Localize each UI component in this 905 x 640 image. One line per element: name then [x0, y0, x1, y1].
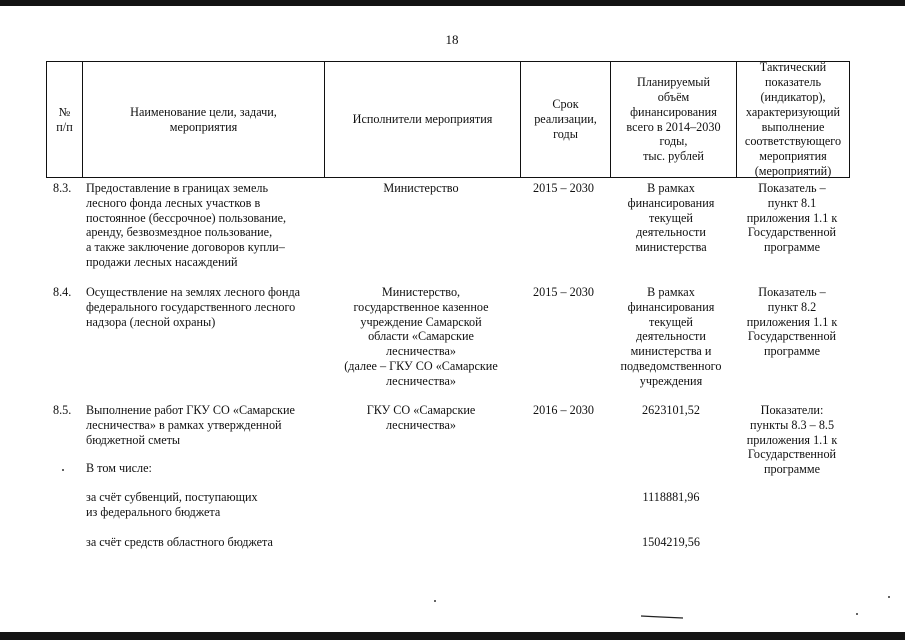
federal-budget-label: за счёт субвенций, поступающих из федерального бюджета: [86, 490, 258, 519]
regional-budget-value: 1504219,56: [642, 535, 700, 549]
regional-budget-label: за счёт средств областного бюджета: [86, 535, 273, 549]
row-executors: ГКУ СО «Самарские лесничества»: [366, 403, 476, 432]
row-executors: Министерство, государственное казенное учреждение Самарской области «Самарские лесничества» (далее – ГКУ СО «Самарские лесничества»: [344, 285, 498, 388]
row-indicator: Показатель – пункт 8.2 приложения 1.1 к Государственной программе: [746, 285, 838, 359]
federal-budget-value: 1118881,96: [642, 490, 700, 504]
bottom-border-bar: [0, 632, 905, 640]
header-term-cell: [521, 61, 610, 178]
header-executors-cell: [325, 61, 520, 178]
row-name: Осуществление на землях лесного фонда федерального государственного лесного надзора (лесной охраны): [86, 285, 301, 329]
header-term: Срок реализации, годы: [534, 97, 597, 141]
header-divider: [849, 61, 850, 178]
row-financing: 2623101,52: [642, 403, 700, 417]
row-number: 8.3.: [53, 181, 72, 195]
row-indicator: Показатели: пункты 8.3 – 8.5 приложения 1.1 к Государственной программе: [746, 403, 838, 477]
pen-stroke-mark: [640, 614, 684, 620]
row-name: Выполнение работ ГКУ СО «Самарские лесничества» в рамках утвержденной бюджетной сметы: [86, 403, 295, 447]
scan-speck: [62, 469, 64, 471]
scan-speck: [888, 596, 890, 598]
row-name: Предоставление в границах земель лесного фонда лесных участков в постоянное (бессрочное) пользование, аренду, безвозмездное пользование, а также заключение договоров купли– продажи лесных насаждений: [86, 181, 287, 269]
row-indicator: Показатель – пункт 8.1 приложения 1.1 к Государственной программе: [746, 181, 838, 255]
header-financing: Планируемый объём финансирования всего в 2014–2030 годы, тыс. рублей: [626, 75, 721, 164]
header-name: Наименование цели, задачи, мероприятия: [130, 104, 277, 134]
including-label: В том числе:: [86, 461, 152, 475]
header-num-cell: [47, 61, 82, 178]
row-term: 2015 – 2030: [533, 285, 594, 299]
header-indicator: Тактический показатель (индикатор), характеризующий выполнение соответствующего мероприятия (мероприятий): [744, 60, 842, 178]
row-number: 8.5.: [53, 403, 72, 417]
row-executors: Министерство: [383, 181, 459, 195]
row-financing: В рамках финансирования текущей деятельности министерства: [627, 181, 715, 255]
scan-speck: [434, 600, 436, 602]
row-number: 8.4.: [53, 285, 72, 299]
header-indicator-cell: [737, 61, 849, 178]
row-financing: В рамках финансирования текущей деятельности министерства и подведомственного учреждения: [620, 285, 722, 388]
row-term: 2015 – 2030: [533, 181, 594, 195]
top-border-bar: [0, 0, 905, 6]
page-number: 18: [445, 32, 459, 47]
header-name-cell: [83, 61, 324, 178]
header-num: № п/п: [56, 104, 73, 134]
scan-speck: [856, 613, 858, 615]
row-term: 2016 – 2030: [533, 403, 594, 417]
header-financing-cell: [611, 61, 736, 178]
header-executors: Исполнители мероприятия: [352, 112, 493, 127]
table-header: [46, 61, 850, 178]
